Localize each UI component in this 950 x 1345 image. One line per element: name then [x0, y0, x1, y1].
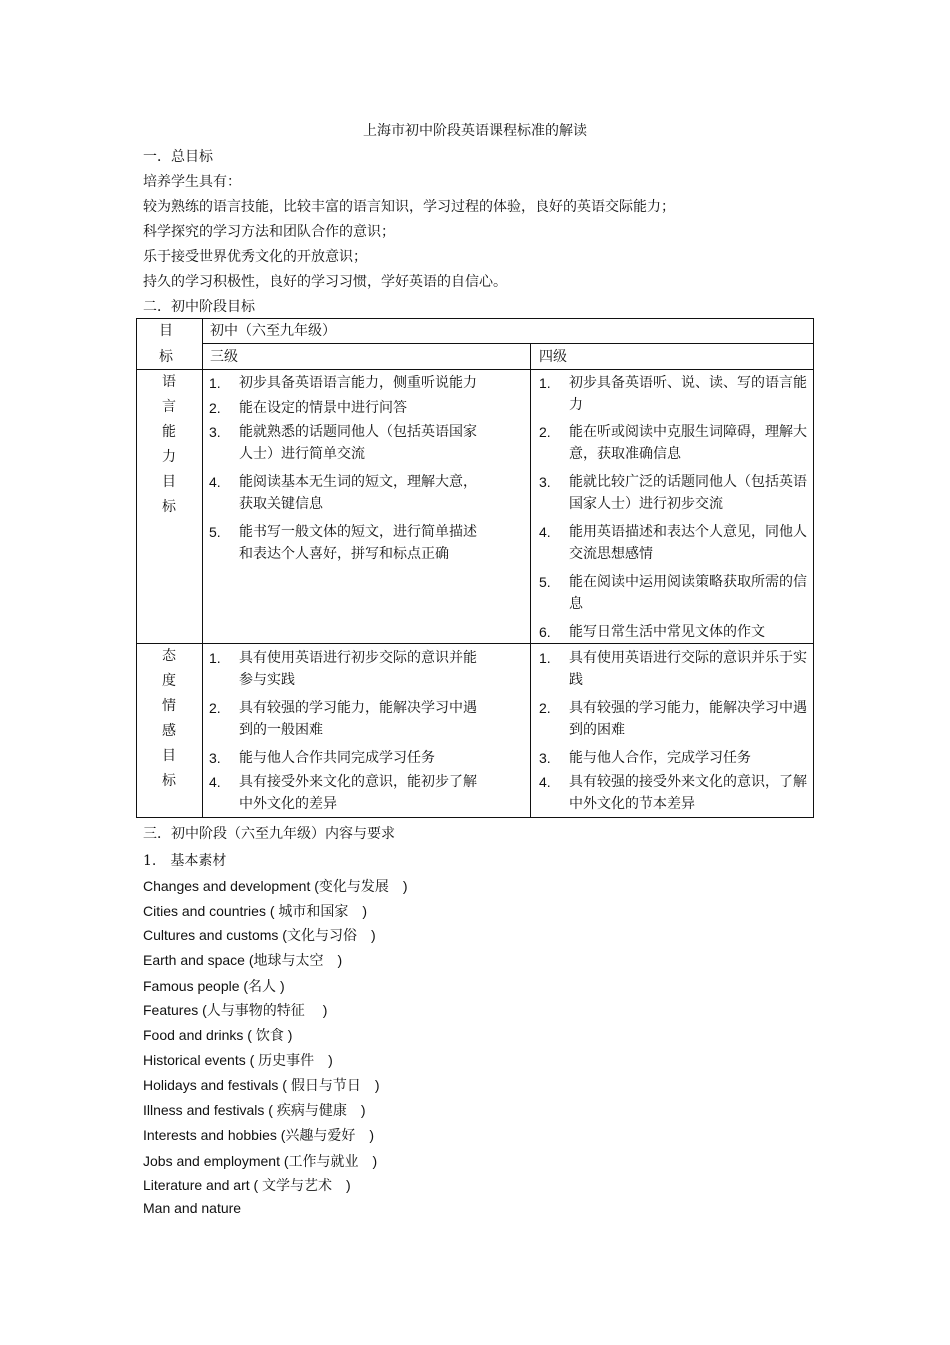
label-char: 情 [162, 698, 176, 714]
label-char: 标 [162, 499, 176, 515]
table-rule [136, 643, 814, 644]
topic-item: Changes and development (变化与发展 ) [143, 878, 408, 894]
item-number: 3. [539, 750, 551, 766]
item-number: 5. [209, 524, 221, 540]
topic-item: Illness and festivals ( 疾病与健康 ) [143, 1102, 366, 1118]
label-char: 目 [162, 474, 176, 490]
topic-item: Holidays and festivals ( 假日与节日 ) [143, 1077, 380, 1093]
section3-heading: 三．初中阶段（六至九年级）内容与要求 [143, 826, 395, 842]
topic-item: Historical events ( 历史事件 ) [143, 1052, 333, 1068]
goal-line: 较为熟练的语言技能，比较丰富的语言知识，学习过程的体验，良好的英语交际能力； [143, 199, 675, 215]
item-text: 初步具备英语语言能力，侧重听说能力 [239, 375, 477, 391]
item-number: 2. [539, 424, 551, 440]
section1-heading: 一．总目标 [143, 149, 213, 165]
topic-item: Earth and space (地球与太空 ) [143, 952, 343, 968]
corner-char: 目 [159, 323, 173, 339]
section2-heading: 二．初中阶段目标 [143, 299, 255, 315]
goal-line: 科学探究的学习方法和团队合作的意识； [143, 224, 395, 240]
item-text: 能在设定的情景中进行问答 [239, 400, 407, 416]
label-char: 言 [162, 399, 176, 415]
label-char: 目 [162, 748, 176, 764]
topic-item: Interests and hobbies (兴趣与爱好 ) [143, 1127, 375, 1143]
document-title: 上海市初中阶段英语课程标准的解读 [363, 123, 587, 139]
item-number: 2. [539, 700, 551, 716]
item-text: 能写日常生活中常见文体的作文 [569, 624, 765, 640]
topic-item: Cities and countries ( 城市和国家 ) [143, 903, 368, 919]
topic-item: Literature and art ( 文学与艺术 ) [143, 1177, 351, 1193]
item-number: 1. [539, 650, 551, 666]
section3-subheading: 1. 基本素材 [143, 853, 227, 869]
topic-item: Food and drinks ( 饮食 ) [143, 1027, 293, 1043]
item-text: 具有较强的学习能力，能解决学习中遇到的一般困难 [239, 700, 477, 738]
item-text: 能阅读基本无生词的短文，理解大意，获取关键信息 [239, 474, 477, 512]
item-number: 2. [209, 700, 221, 716]
goals-table [136, 318, 814, 818]
grade-header: 初中（六至九年级） [210, 323, 336, 339]
label-char: 语 [162, 374, 176, 390]
item-number: 1. [539, 375, 551, 391]
item-number: 6. [539, 624, 551, 640]
item-text: 具有使用英语进行初步交际的意识并能参与实践 [239, 650, 477, 688]
level4-header: 四级 [539, 349, 567, 365]
row-label-attitude [139, 644, 199, 794]
table-border-top [136, 318, 814, 319]
level3-header: 三级 [210, 349, 238, 365]
corner-char: 标 [159, 349, 173, 365]
table-rule [530, 343, 531, 818]
item-number: 1. [209, 650, 221, 666]
item-number: 4. [209, 774, 221, 790]
topic-item: Features (人与事物的特征 ) [143, 1002, 328, 1018]
table-rule [202, 318, 203, 818]
item-number: 4. [209, 474, 221, 490]
table-rule [202, 343, 814, 344]
item-number: 4. [539, 774, 551, 790]
label-char: 度 [162, 673, 176, 689]
topic-item: Famous people (名人 ) [143, 978, 285, 994]
item-number: 3. [209, 750, 221, 766]
item-number: 2. [209, 400, 221, 416]
label-char: 力 [162, 449, 176, 465]
topic-item: Jobs and employment (工作与就业 ) [143, 1153, 378, 1169]
item-text: 能就熟悉的话题同他人（包括英语国家人士）进行简单交流 [239, 424, 477, 462]
section1-intro: 培养学生具有： [143, 174, 241, 190]
topic-item: Man and nature [143, 1200, 242, 1216]
item-text: 能在听或阅读中克服生词障碍，理解大意，获取准确信息 [569, 424, 807, 462]
table-border-left [136, 318, 137, 818]
item-number: 3. [209, 424, 221, 440]
label-char: 能 [162, 424, 176, 440]
item-text: 能与他人合作共同完成学习任务 [239, 750, 435, 766]
item-text: 具有使用英语进行交际的意识并乐于实践 [569, 650, 807, 688]
item-text: 能在阅读中运用阅读策略获取所需的信息 [569, 574, 807, 612]
label-char: 感 [162, 723, 176, 739]
item-text: 初步具备英语听、说、读、写的语言能力 [569, 375, 807, 413]
item-text: 具有较强的学习能力，能解决学习中遇到的困难 [569, 700, 807, 738]
goal-line: 乐于接受世界优秀文化的开放意识； [143, 249, 367, 265]
table-rule [136, 369, 814, 370]
label-char: 态 [162, 648, 176, 664]
item-text: 具有较强的接受外来文化的意识，了解中外文化的节本差异 [569, 774, 807, 812]
topic-item: Cultures and customs (文化与习俗 ) [143, 927, 376, 943]
goal-line: 持久的学习积极性，良好的学习习惯，学好英语的自信心。 [143, 274, 507, 290]
item-number: 4. [539, 524, 551, 540]
row-label-language [139, 370, 199, 520]
table-border-bottom [136, 817, 814, 818]
item-number: 1. [209, 375, 221, 391]
item-number: 3. [539, 474, 551, 490]
item-text: 具有接受外来文化的意识，能初步了解中外文化的差异 [239, 774, 477, 812]
label-char: 标 [162, 773, 176, 789]
item-text: 能书写一般文体的短文，进行简单描述和表达个人喜好，拼写和标点正确 [239, 524, 477, 562]
item-text: 能用英语描述和表达个人意见，同他人交流思想感情 [569, 524, 807, 562]
item-text: 能就比较广泛的话题同他人（包括英语国家人士）进行初步交流 [569, 474, 807, 512]
item-number: 5. [539, 574, 551, 590]
item-text: 能与他人合作，完成学习任务 [569, 750, 751, 766]
